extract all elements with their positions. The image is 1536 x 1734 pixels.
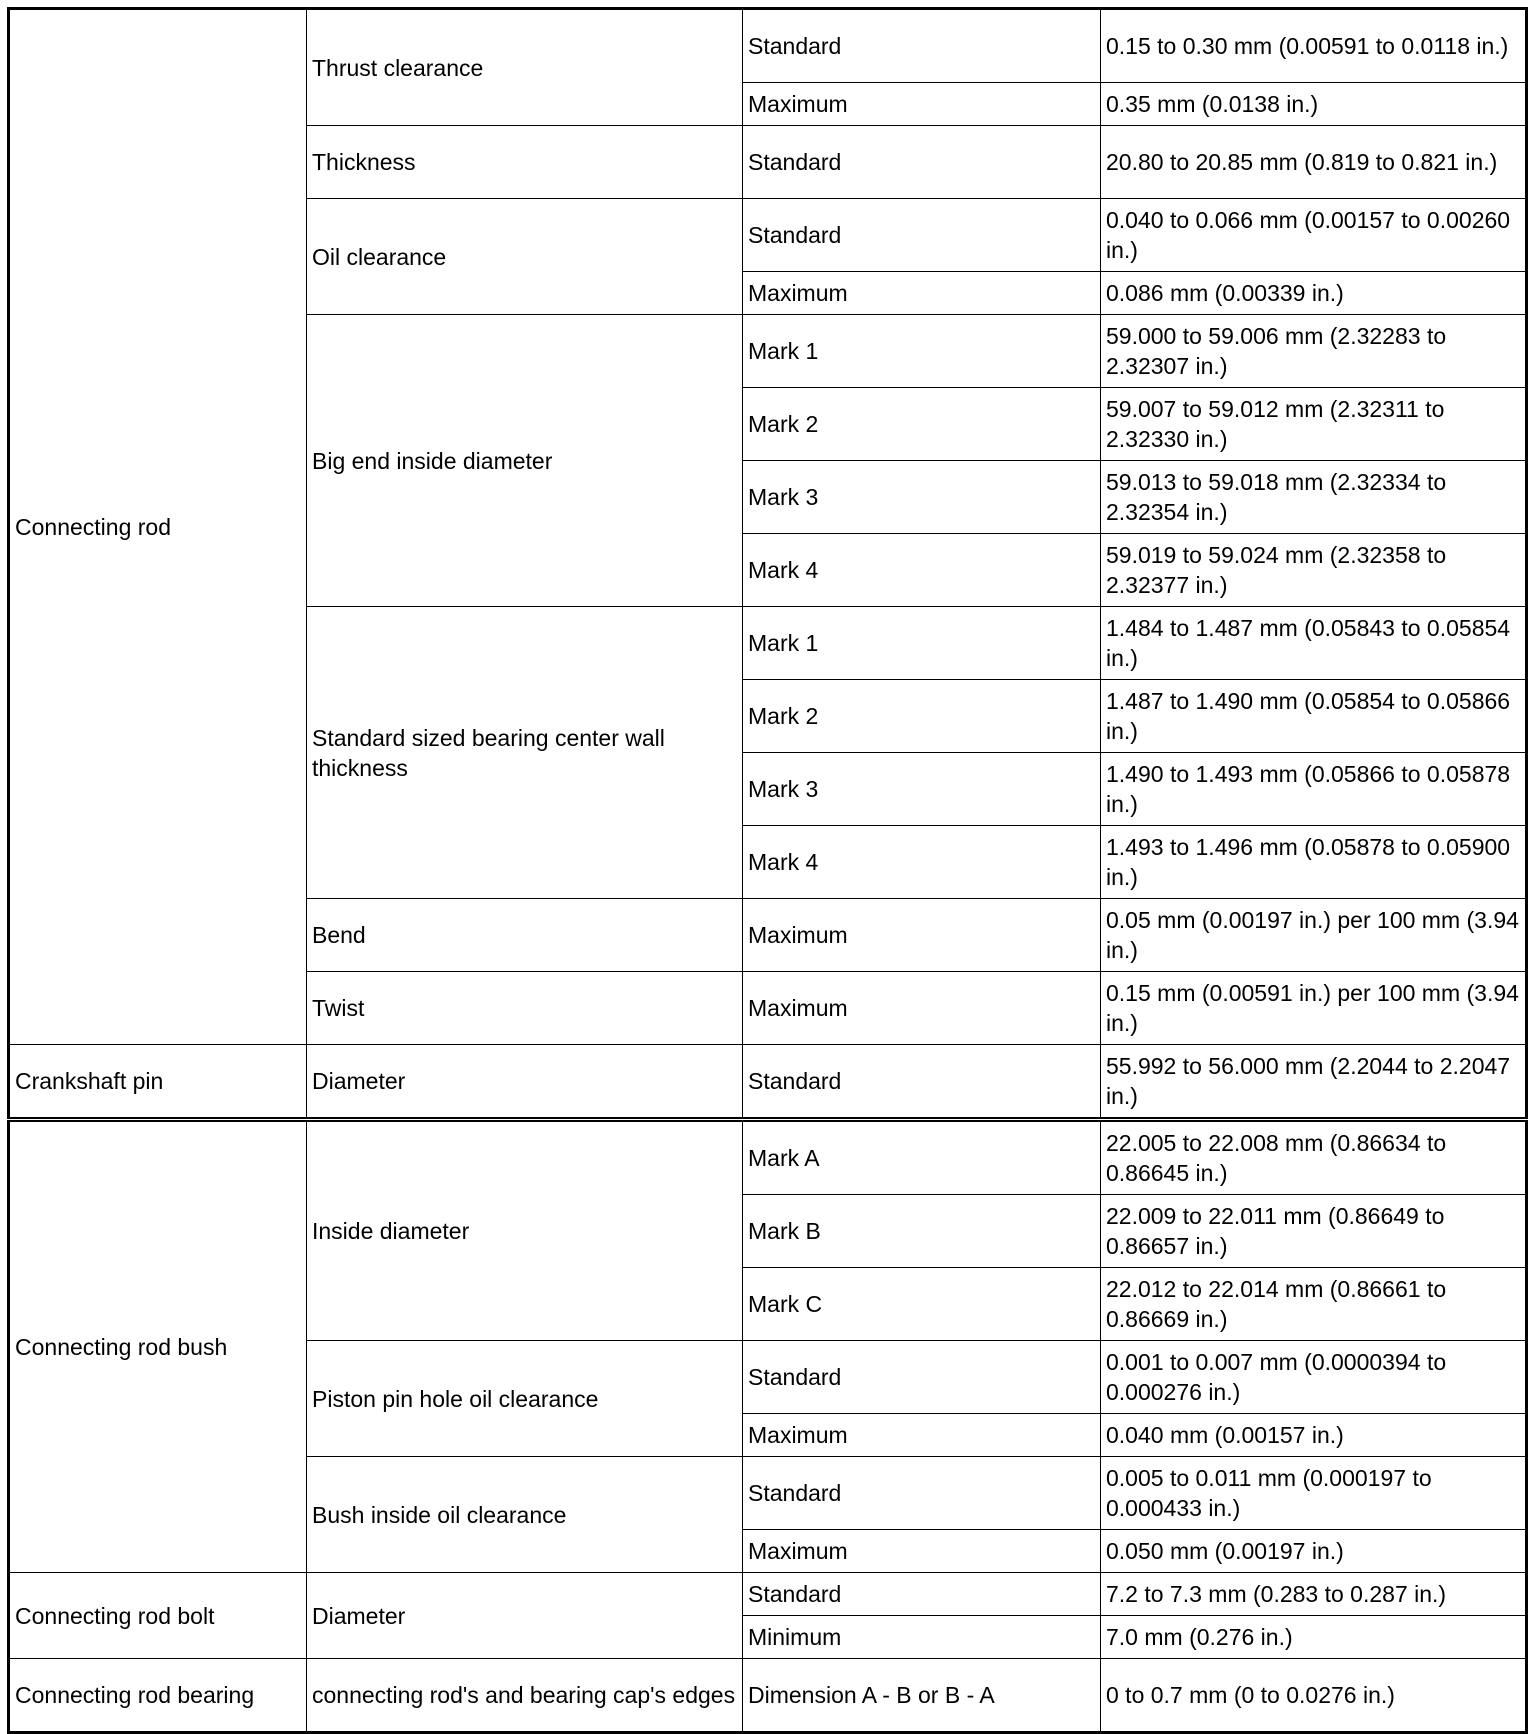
spec-value: 22.005 to 22.008 mm (0.86634 to 0.86645 in.) xyxy=(1101,1120,1527,1195)
spec-label: Mark 4 xyxy=(743,826,1101,899)
spec-value: 0.040 to 0.066 mm (0.00157 to 0.00260 in.) xyxy=(1101,199,1527,272)
spec-label: Standard xyxy=(743,126,1101,199)
table-row xyxy=(9,1045,1527,1120)
spec-value: 0.05 mm (0.00197 in.) per 100 mm (3.94 in.) xyxy=(1101,899,1527,972)
spec-value: 59.007 to 59.012 mm (2.32311 to 2.32330 in.) xyxy=(1101,388,1527,461)
spec-label: Standard xyxy=(743,9,1101,83)
spec-value: 59.019 to 59.024 mm (2.32358 to 2.32377 in.) xyxy=(1101,534,1527,607)
item-name: Oil clearance xyxy=(307,199,743,315)
spec-value: 0.040 mm (0.00157 in.) xyxy=(1101,1414,1527,1457)
spec-label: Mark B xyxy=(743,1195,1101,1268)
item-name: Thrust clearance xyxy=(307,9,743,126)
spec-value: 0.005 to 0.011 mm (0.000197 to 0.000433 in.) xyxy=(1101,1457,1527,1530)
spec-value: 0.35 mm (0.0138 in.) xyxy=(1101,83,1527,126)
spec-value: 7.0 mm (0.276 in.) xyxy=(1101,1616,1527,1659)
spec-value: 1.487 to 1.490 mm (0.05854 to 0.05866 in.) xyxy=(1101,680,1527,753)
spec-value: 0.15 to 0.30 mm (0.00591 to 0.0118 in.) xyxy=(1101,9,1527,83)
component-name: Crankshaft pin xyxy=(9,1045,307,1120)
spec-label: Mark A xyxy=(743,1120,1101,1195)
spec-value: 7.2 to 7.3 mm (0.283 to 0.287 in.) xyxy=(1101,1573,1527,1616)
spec-label: Standard xyxy=(743,1573,1101,1616)
item-name: Bush inside oil clearance xyxy=(307,1457,743,1573)
spec-value: 0.001 to 0.007 mm (0.0000394 to 0.000276 in.) xyxy=(1101,1341,1527,1414)
item-name: Standard sized bearing center wall thickness xyxy=(307,607,743,899)
item-name: Twist xyxy=(307,972,743,1045)
component-name: Connecting rod bearing xyxy=(9,1659,307,1733)
spec-label: Dimension A - B or B - A xyxy=(743,1659,1101,1733)
spec-label: Maximum xyxy=(743,972,1101,1045)
spec-value: 20.80 to 20.85 mm (0.819 to 0.821 in.) xyxy=(1101,126,1527,199)
item-name: Inside diameter xyxy=(307,1120,743,1341)
item-name: Diameter xyxy=(307,1573,743,1659)
spec-label: Mark 3 xyxy=(743,461,1101,534)
component-name: Connecting rod xyxy=(9,9,307,1045)
item-name: connecting rod's and bearing cap's edges xyxy=(307,1659,743,1733)
spec-label: Maximum xyxy=(743,1414,1101,1457)
table-row xyxy=(9,1573,1527,1616)
spec-label: Maximum xyxy=(743,899,1101,972)
spec-label: Mark 3 xyxy=(743,753,1101,826)
spec-label: Mark 1 xyxy=(743,315,1101,388)
spec-label: Mark 1 xyxy=(743,607,1101,680)
spec-value: 1.484 to 1.487 mm (0.05843 to 0.05854 in.) xyxy=(1101,607,1527,680)
spec-label: Standard xyxy=(743,1457,1101,1530)
spec-value: 22.009 to 22.011 mm (0.86649 to 0.86657 in.) xyxy=(1101,1195,1527,1268)
spec-label: Minimum xyxy=(743,1616,1101,1659)
item-name: Thickness xyxy=(307,126,743,199)
spec-value: 0.050 mm (0.00197 in.) xyxy=(1101,1530,1527,1573)
spec-label: Maximum xyxy=(743,1530,1101,1573)
spec-value: 1.493 to 1.496 mm (0.05878 to 0.05900 in.) xyxy=(1101,826,1527,899)
spec-label: Mark 2 xyxy=(743,388,1101,461)
table-row xyxy=(9,9,1527,83)
spec-label: Maximum xyxy=(743,83,1101,126)
spec-label: Standard xyxy=(743,1045,1101,1120)
component-name: Connecting rod bolt xyxy=(9,1573,307,1659)
spec-value: 0 to 0.7 mm (0 to 0.0276 in.) xyxy=(1101,1659,1527,1733)
spec-label: Maximum xyxy=(743,272,1101,315)
spec-label: Mark 4 xyxy=(743,534,1101,607)
spec-label: Standard xyxy=(743,199,1101,272)
spec-table xyxy=(7,7,1528,1734)
item-name: Big end inside diameter xyxy=(307,315,743,607)
item-name: Diameter xyxy=(307,1045,743,1120)
spec-label: Mark 2 xyxy=(743,680,1101,753)
spec-value: 59.013 to 59.018 mm (2.32334 to 2.32354 in.) xyxy=(1101,461,1527,534)
spec-value: 59.000 to 59.006 mm (2.32283 to 2.32307 in.) xyxy=(1101,315,1527,388)
spec-value: 1.490 to 1.493 mm (0.05866 to 0.05878 in.) xyxy=(1101,753,1527,826)
spec-value: 22.012 to 22.014 mm (0.86661 to 0.86669 in.) xyxy=(1101,1268,1527,1341)
component-name: Connecting rod bush xyxy=(9,1120,307,1573)
spec-value: 0.15 mm (0.00591 in.) per 100 mm (3.94 in.) xyxy=(1101,972,1527,1045)
item-name: Bend xyxy=(307,899,743,972)
spec-table-body xyxy=(9,9,1527,1733)
table-row xyxy=(9,1659,1527,1733)
table-row xyxy=(9,1120,1527,1195)
spec-label: Mark C xyxy=(743,1268,1101,1341)
item-name: Piston pin hole oil clearance xyxy=(307,1341,743,1457)
spec-value: 0.086 mm (0.00339 in.) xyxy=(1101,272,1527,315)
spec-value: 55.992 to 56.000 mm (2.2044 to 2.2047 in.) xyxy=(1101,1045,1527,1120)
spec-label: Standard xyxy=(743,1341,1101,1414)
